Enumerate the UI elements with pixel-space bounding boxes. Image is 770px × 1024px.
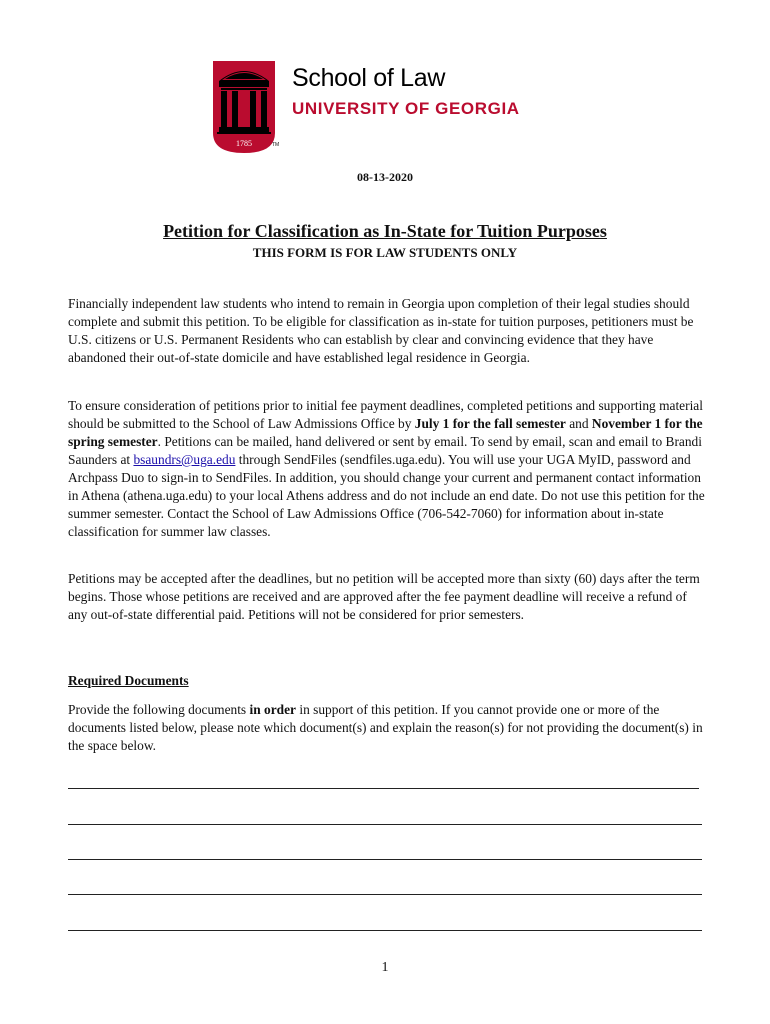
- deadline-text-f: through SendFiles (sendfiles.uga.edu). You will use your UGA MyID, password and Archpass Duo to sign-in to SendFiles. In addition, you should change your current and permanent contact information in Athena (athena.uga.edu) to your local Athens address and do not include an end date. Do not use this petition for the summer semester. Contact the School of Law Admissions Office (706-542-7060) for information about in-state classification for summer law classes.: [68, 452, 705, 539]
- answer-line-2[interactable]: [68, 824, 702, 825]
- fall-deadline: July 1 for the fall semester: [414, 416, 566, 431]
- answer-line-1[interactable]: [68, 788, 699, 789]
- required-in-order: in order: [249, 702, 296, 717]
- spring-deadline: November 1 for the spring semester: [68, 416, 703, 449]
- logo-year: 1785: [236, 139, 252, 148]
- page-number: 1: [381, 960, 389, 975]
- required-text-c: in support of this petition. If you cannot provide one or more of the documents listed below, please note which document(s) and explain the reason(s) for not providing the document(s) in the space below.: [68, 702, 703, 753]
- deadline-text-c: and: [565, 416, 592, 431]
- required-documents-heading: Required Documents: [68, 673, 189, 688]
- email-link[interactable]: bsaundrs@uga.edu: [133, 452, 236, 467]
- logo-university-name: UNIVERSITY OF GEORGIA: [292, 99, 520, 118]
- logo-school-name: School of Law: [292, 64, 446, 92]
- page-subtitle: THIS FORM IS FOR LAW STUDENTS ONLY: [252, 245, 518, 260]
- uga-arch-logo: [213, 61, 275, 153]
- required-documents-paragraph: [68, 701, 708, 755]
- answer-line-5[interactable]: [68, 930, 702, 931]
- page-title: Petition for Classification as In-State for Tuition Purposes: [163, 221, 607, 241]
- answer-line-4[interactable]: [68, 894, 702, 895]
- required-text-a: Provide the following documents: [68, 702, 250, 717]
- answer-line-3[interactable]: [68, 859, 702, 860]
- logo-trademark: TM: [272, 142, 280, 148]
- deadline-text-a: To ensure consideration of petitions prior to initial fee payment deadlines, completed petitions and supporting material should be submitted to the School of Law Admissions Office by: [68, 398, 703, 431]
- deadline-paragraph: [68, 397, 708, 541]
- form-date: 08-13-2020: [357, 170, 413, 184]
- late-petition-paragraph: Petitions may be accepted after the deadlines, but no petition will be accepted more than sixty (60) days after the term begins. Those whose petitions are received and are approved after the fee payment deadline will receive a refund of any out-of-state differential paid. Petitions will not be considered for prior semesters.: [68, 571, 700, 622]
- intro-paragraph: Financially independent law students who intend to remain in Georgia upon completion of their legal studies should complete and submit this petition. To be eligible for classification as in-state for tuition purposes, petitioners must be U.S. citizens or U.S. Permanent Residents who can establish by clear and convincing evidence that they have abandoned their out-of-state domicile and have established legal residence in Georgia.: [68, 296, 694, 365]
- deadline-text-e: . Petitions can be mailed, hand delivered or sent by email. To send by email, scan and email to Brandi Saunders at: [68, 434, 702, 467]
